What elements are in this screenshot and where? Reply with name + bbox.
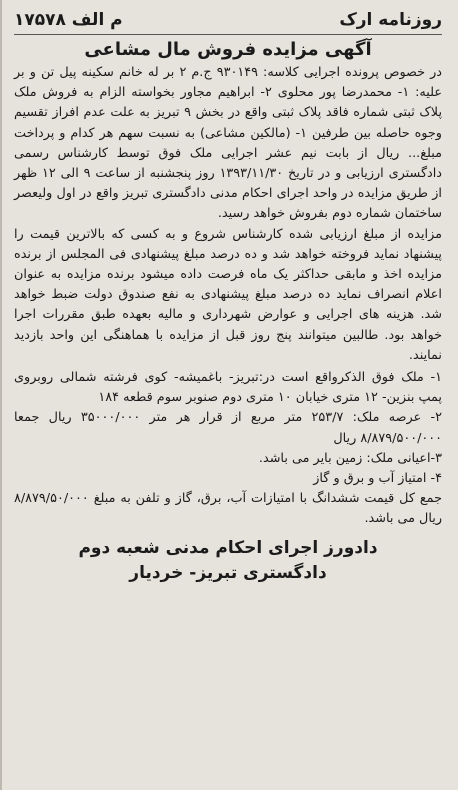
property-details bbox=[14, 368, 442, 530]
notice-title: آگهی مزایده فروش مال مشاعی bbox=[84, 39, 372, 60]
list-item: جمع کل قیمت ششدانگ با امتیازات آب، برق، گاز و تلفن به مبلغ ۸/۸۷۹/۵۰/۰۰۰ ریال می باشد. bbox=[14, 491, 442, 527]
body-paragraph: در خصوص پرونده اجرایی کلاسه: ۹۳۰۱۴۹ ج.م ۲ بر له خانم سکینه پیل تن و بر علیه: ۱- محمدرضا پور محلوی ۲- ابراهیم مجاور بخواسته الزام به فروش ملک پلاک ثبتی شماره فاقد پلاک ثبتی واقع در بخش ۹ تبریز به علت عدم افراز تقسیم وجوه حاصله بین طرفین ۱- (مالکین مشاعی) به نسبت سهم هر کدام و پرداخت مبلغ... ریال از بابت نیم عشر اجرایی ملک فوق توسط کارشناس رسمی دادگستری ارزیابی و در تاریخ ۱۳۹۳/۱۱/۳۰ روز پنجشنبه از ساعت ۹ الی ۱۲ ظهر از طریق مزایده در واحد اجرای احکام مدنی دادگستری تبریز واقع در اول ولیعصر ساختمان شماره دوم بفروش خواهد رسید. bbox=[14, 65, 443, 222]
body-paragraph: مزایده از مبلغ ارزیابی شده کارشناس شروع و به کسی که بالاترین قیمت را پیشنهاد نماید فروخته خواهد شد و ده درصد مبلغ پیشنهادی فی المجلس از برنده مزایده اخذ و مابقی حداکثر یک ماه فرصت داده میشود برنده مزایده به عنوان اعلام انصراف نماید ده درصد مبلغ پیشنهادی به نفع صندوق دولت ضبط خواهد شد. هزینه های اجرایی و عوارض شهرداری و مالیه بعهده طبق مقررات اجرا خواهد بود. طالبین میتوانند پنج روز قبل از مزایده با هماهنگی این واحد بازدید نمایند. bbox=[14, 226, 442, 363]
header bbox=[14, 6, 442, 35]
signature-block bbox=[14, 536, 442, 586]
ad-code: م الف ۱۷۵۷۸ bbox=[14, 10, 123, 30]
list-item: ۳-اعیانی ملک: زمین بایر می باشد. bbox=[258, 450, 442, 466]
list-item: ۱- ملک فوق الذکرواقع است در:تبریز- باغمیشه- کوی فرشته شمالی روبروی پمپ بنزین- ۱۲ متری خیابان ۱۰ متری دوم صنوبر سوم قطعه ۱۸۴ bbox=[14, 370, 442, 406]
signature-line: دادورز اجرای احکام مدنی شعبه دوم bbox=[78, 537, 378, 558]
signature-line: دادگستری تبریز- خردیار bbox=[129, 562, 327, 583]
list-item: ۴- امتیاز آب و برق و گاز bbox=[313, 471, 442, 487]
list-item: ۲- عرصه ملک: ۲۵۳/۷ متر مربع از قرار هر متر ۳۵۰۰۰/۰۰۰ ریال جمعا ۸/۸۷۹/۵۰۰/۰۰۰ ریال bbox=[14, 410, 442, 446]
newspaper-name: روزنامه ارک bbox=[339, 10, 442, 30]
